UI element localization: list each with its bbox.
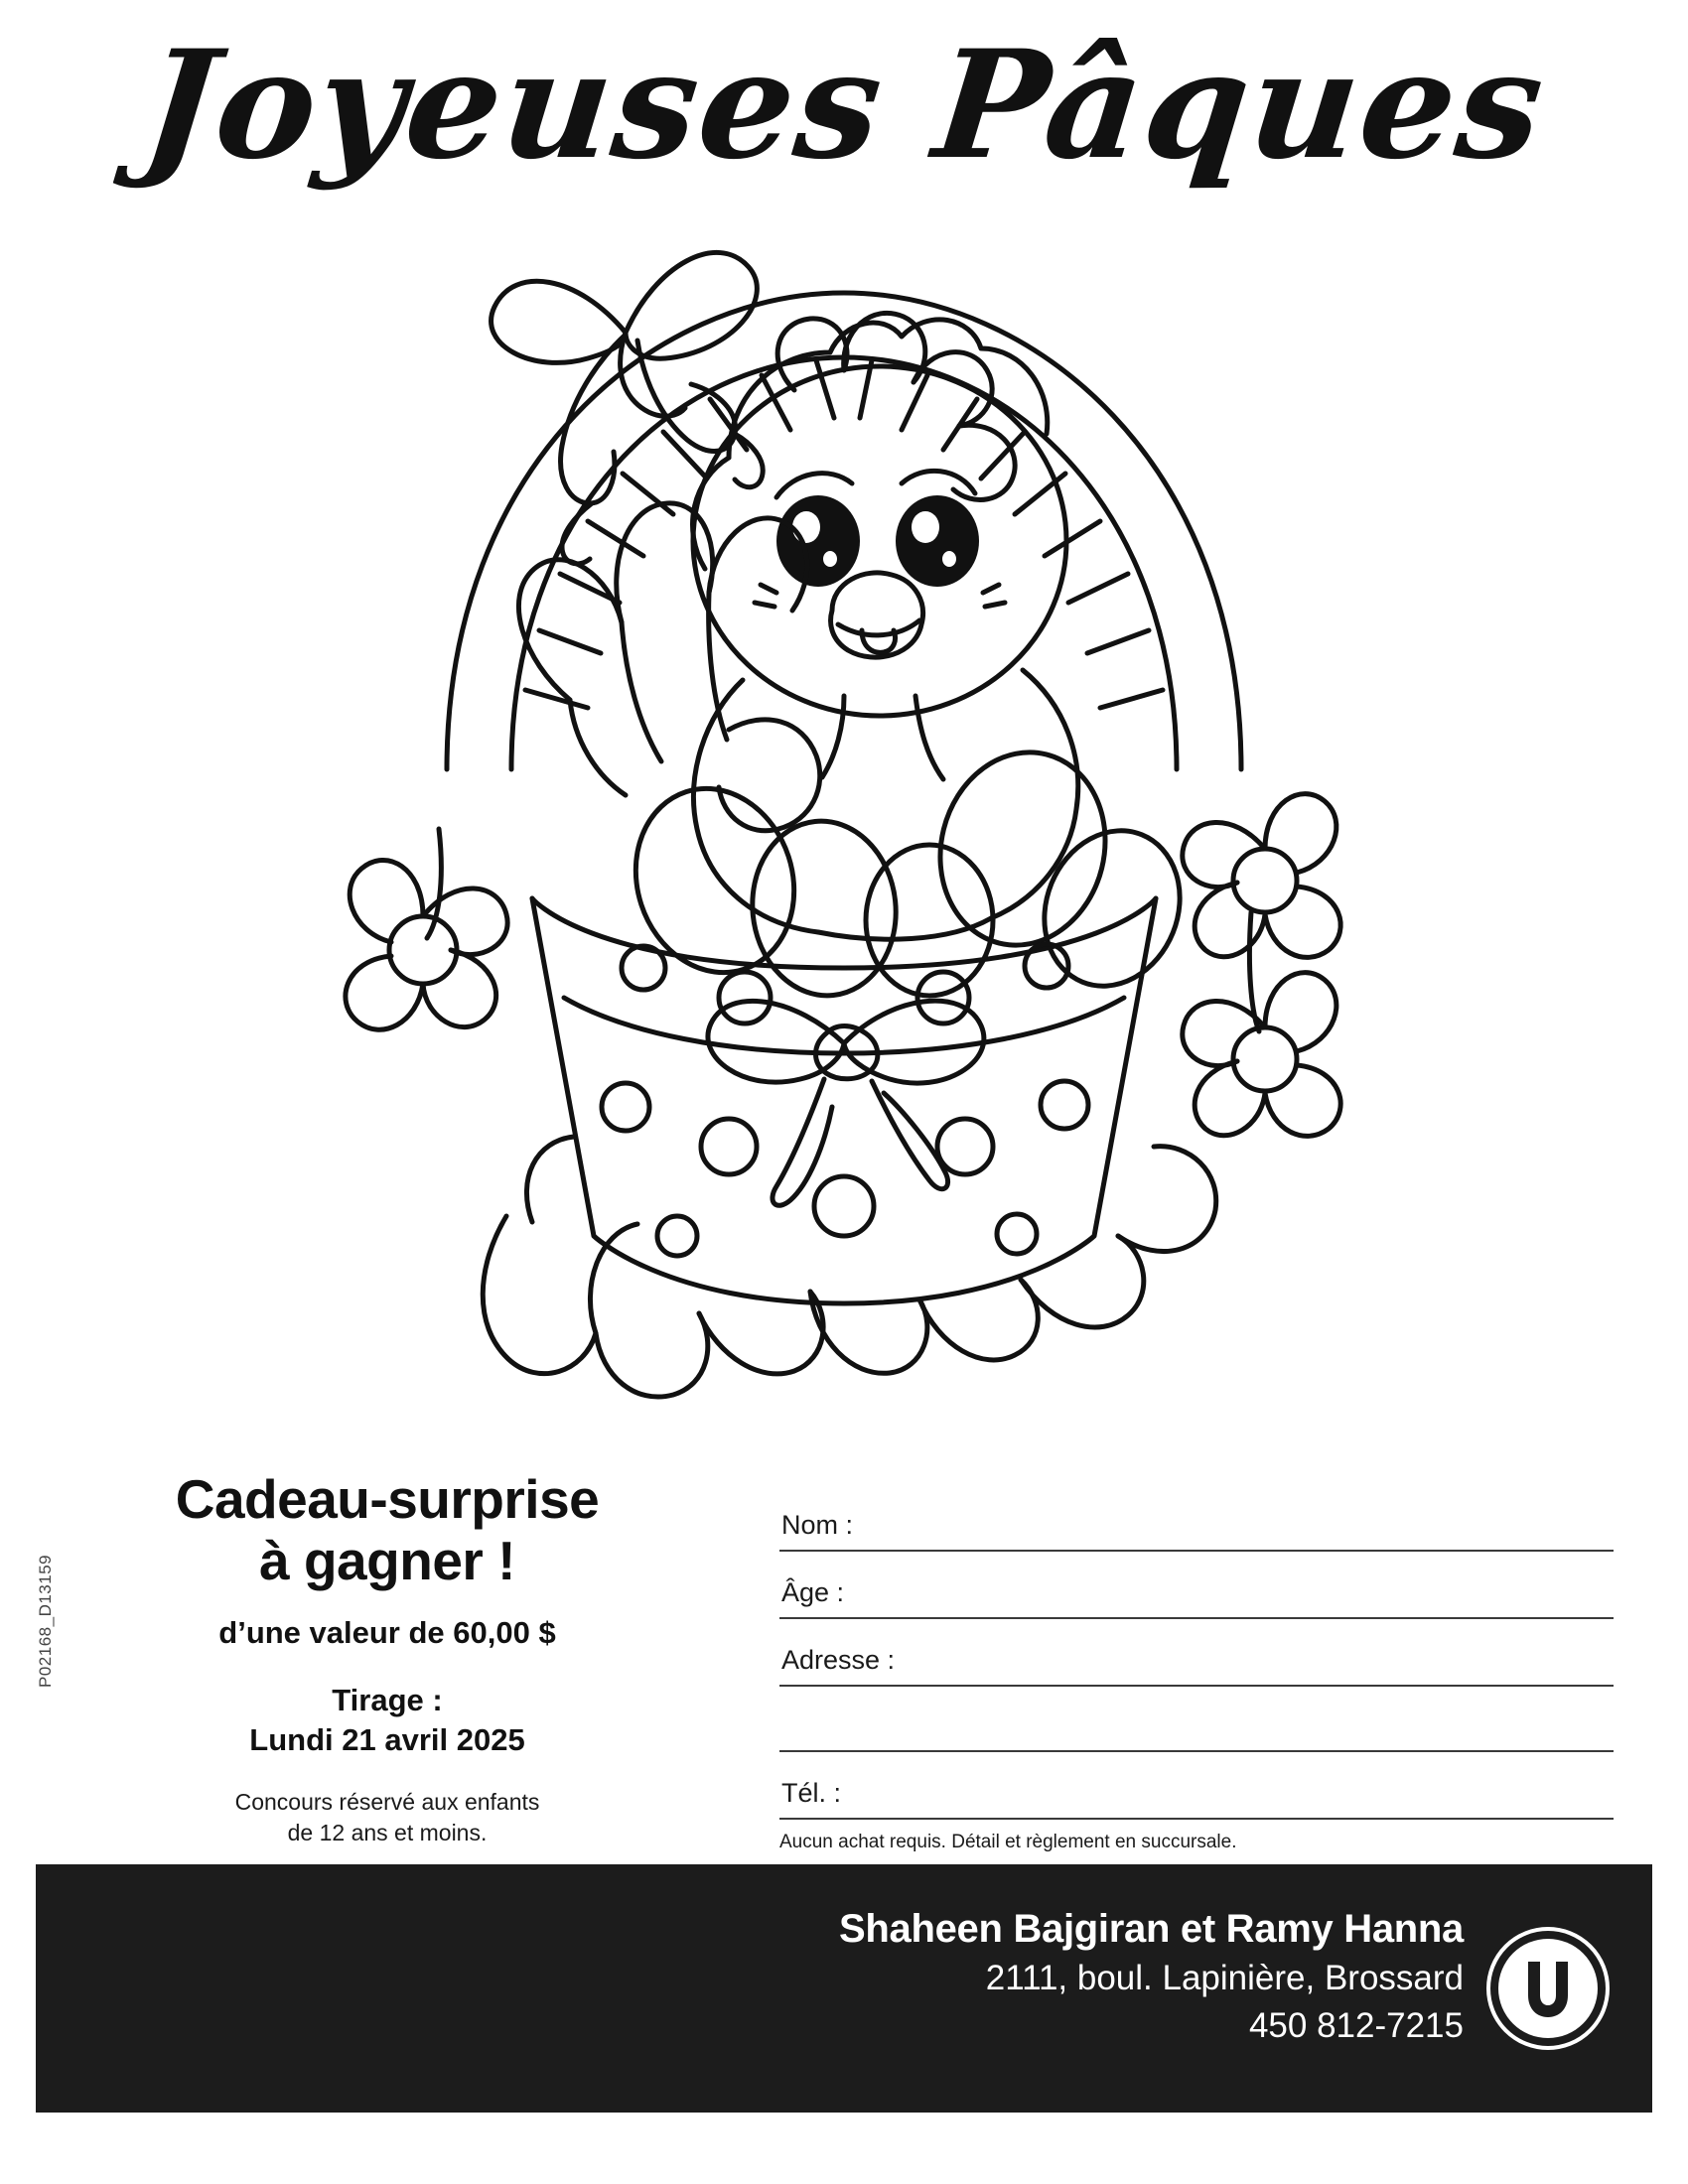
entry-form xyxy=(779,1484,1614,1853)
promo-eligibility xyxy=(109,1787,665,1848)
form-legal-note: Aucun achat requis. Détail et règlement en succursale. xyxy=(779,1832,1237,1852)
promo-headline xyxy=(109,1469,665,1591)
footer-bar xyxy=(36,1864,1652,2113)
promo-value: d’une valeur de 60,00 $ xyxy=(218,1615,556,1651)
page-title: Joyeuses Pâques xyxy=(135,18,1553,193)
form-field-tel[interactable] xyxy=(779,1752,1614,1820)
footer-text-block xyxy=(839,1904,1464,2048)
promo-eligibility-line1: Concours réservé aux enfants xyxy=(234,1788,540,1815)
form-label-tel: Tél. : xyxy=(781,1778,842,1808)
metro-u-logo-icon xyxy=(1485,1926,1611,2051)
page-title-wrap xyxy=(0,18,1688,193)
promo-headline-line1: Cadeau-surprise xyxy=(175,1468,600,1530)
promo-block xyxy=(109,1469,665,1848)
promo-eligibility-line2: de 12 ans et moins. xyxy=(287,1819,488,1845)
form-field-adresse-line2[interactable] xyxy=(779,1687,1614,1752)
form-field-adresse[interactable] xyxy=(779,1619,1614,1687)
merchant-name: Shaheen Bajgiran et Ramy Hanna xyxy=(839,1907,1464,1951)
promo-draw-label: Tirage : xyxy=(332,1683,443,1718)
promo-headline-line2: à gagner ! xyxy=(259,1529,515,1591)
merchant-phone: 450 812-7215 xyxy=(1248,2005,1464,2045)
form-label-age: Âge : xyxy=(781,1577,845,1607)
easter-basket-illustration xyxy=(328,213,1360,1430)
form-label-nom: Nom : xyxy=(781,1510,854,1540)
form-field-nom[interactable] xyxy=(779,1484,1614,1552)
merchant-address: 2111, boul. Lapinière, Brossard xyxy=(985,1959,1464,1997)
form-label-adresse: Adresse : xyxy=(781,1645,896,1675)
promo-draw-date: Lundi 21 avril 2025 xyxy=(249,1722,525,1758)
reference-code: P02168_D13159 xyxy=(36,1554,55,1688)
form-field-age[interactable] xyxy=(779,1552,1614,1619)
